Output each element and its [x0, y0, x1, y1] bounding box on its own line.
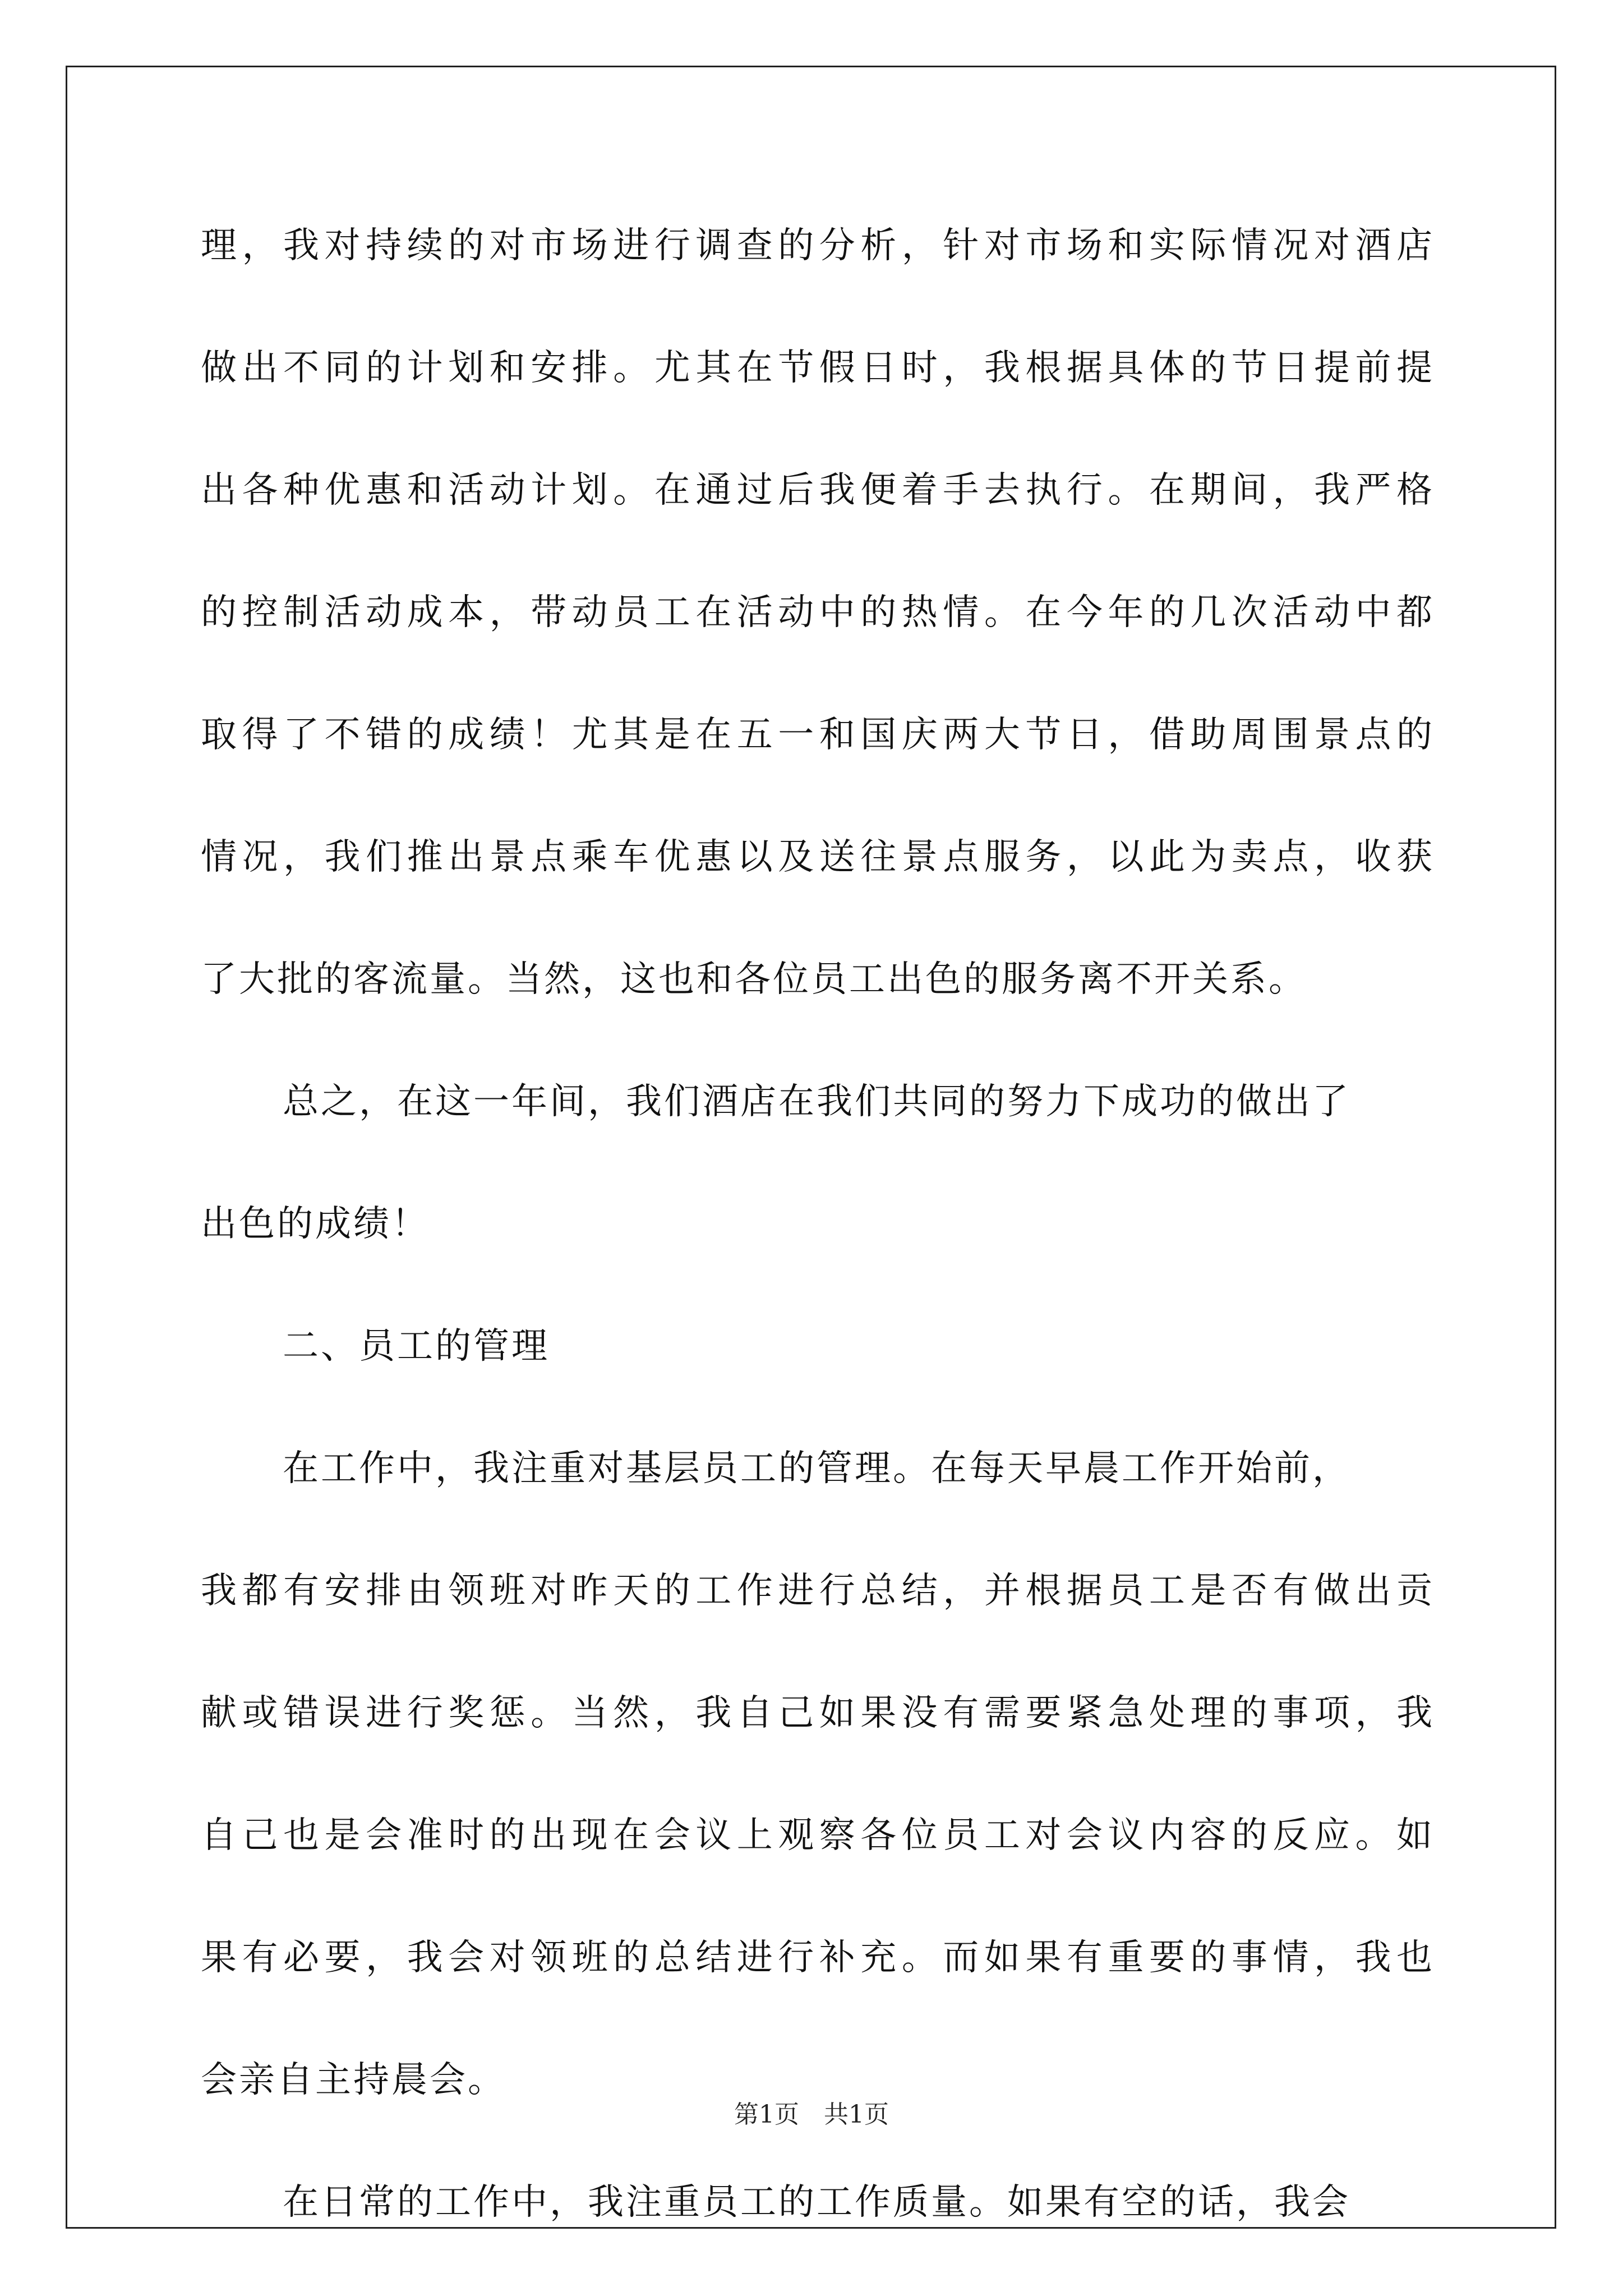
text-line: 自己也是会准时的出现在会议上观察各位员工对会议内容的反应。如 [201, 1815, 1432, 1856]
text-line: 的控制活动成本，带动员工在活动中的热情。在今年的几次活动中都 [201, 592, 1432, 633]
text-line: 做出不同的计划和安排。尤其在节假日时，我根据具体的节日提前提 [201, 347, 1432, 389]
section-heading: 二、员工的管理 [283, 1326, 550, 1367]
text-line: 出色的成绩！ [201, 1203, 430, 1245]
text-line: 果有必要，我会对领班的总结进行补充。而如果有重要的事情，我也 [201, 1937, 1432, 1978]
text-line: 取得了不错的成绩！尤其是在五一和国庆两大节日，借助周围景点的 [201, 714, 1432, 756]
text-line: 献或错误进行奖惩。当然，我自己如果没有需要紧急处理的事项，我 [201, 1692, 1432, 1734]
paragraph-first-line: 在日常的工作中，我注重员工的工作质量。如果有空的话，我会 [283, 2182, 1350, 2223]
page-number-footer: 第1页 共1页 [734, 2100, 889, 2129]
text-line: 我都有安排由领班对昨天的工作进行总结，并根据员工是否有做出贡 [201, 1570, 1432, 1612]
text-line: 出各种优惠和活动计划。在通过后我便着手去执行。在期间，我严格 [201, 470, 1432, 511]
text-line: 了大批的客流量。当然，这也和各位员工出色的服务离不开关系。 [201, 959, 1307, 1000]
paragraph-first-line: 总之，在这一年间，我们酒店在我们共同的努力下成功的做出了 [283, 1081, 1350, 1122]
paragraph-first-line: 在工作中，我注重对基层员工的管理。在每天早晨工作开始前， [283, 1448, 1350, 1489]
text-line: 理，我对持续的对市场进行调查的分析，针对市场和实际情况对酒店 [201, 225, 1432, 266]
text-line: 情况，我们推出景点乘车优惠以及送往景点服务，以此为卖点，收获 [201, 836, 1432, 878]
text-line: 会亲自主持晨会。 [201, 2059, 506, 2101]
